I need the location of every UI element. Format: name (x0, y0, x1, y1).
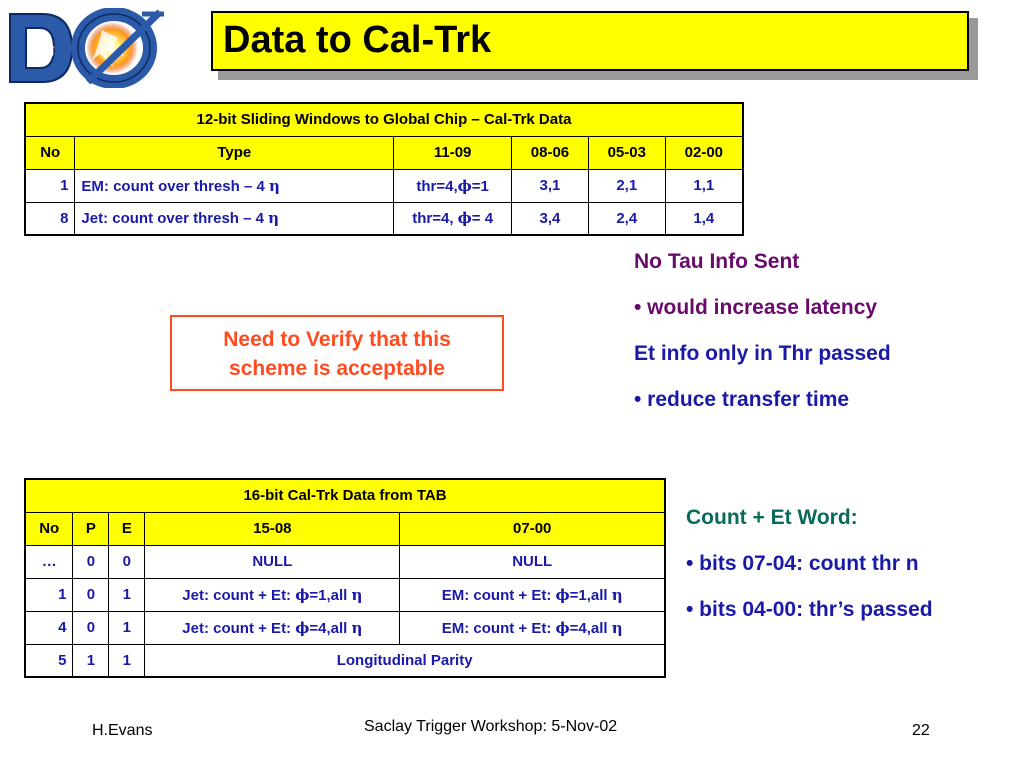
note-count-et-word: Count + Et Word: (686, 506, 858, 529)
column-header: 15-08 (145, 512, 400, 545)
row-threshold (394, 202, 512, 235)
phi-symbol: ϕ (457, 209, 472, 228)
cell-text: =4,all (569, 619, 612, 637)
eta-symbol: η (611, 585, 623, 604)
verify-note-line: scheme is acceptable (229, 357, 445, 380)
cell-p: 0 (73, 545, 109, 578)
row-threshold (394, 169, 512, 202)
thr-value: =1 (471, 177, 489, 195)
eta-symbol: η (351, 585, 363, 604)
table-row (25, 644, 665, 677)
note-et-info: Et info only in Thr passed (634, 342, 891, 365)
cell-p: 0 (73, 611, 109, 644)
column-header: 11-09 (394, 136, 512, 169)
thr-text: thr=4, (416, 177, 458, 195)
table-header-row (25, 512, 665, 545)
column-header: No (25, 136, 75, 169)
column-header: 02-00 (665, 136, 743, 169)
table-row (25, 611, 665, 644)
cell-text: EM: count + Et: (441, 586, 556, 604)
phi-symbol: ϕ (295, 585, 310, 604)
type-text: Jet: count over thresh – 4 (81, 210, 269, 228)
cell-text: Jet: count + Et: (182, 619, 296, 637)
cell-lo (400, 611, 665, 644)
cal-trk-tab-table (24, 478, 666, 678)
column-header: 07-00 (400, 512, 665, 545)
eta-symbol: η (268, 176, 280, 195)
phi-symbol: ϕ (555, 585, 570, 604)
cell-e: 1 (109, 578, 145, 611)
row-number: 8 (25, 202, 75, 235)
column-header: E (109, 512, 145, 545)
verify-note-line: Need to Verify that this (223, 328, 451, 351)
thr-value: = 4 (471, 210, 494, 228)
d0-logo (6, 8, 168, 88)
table-row (25, 578, 665, 611)
phi-symbol: ϕ (457, 176, 472, 195)
table-row (25, 545, 665, 578)
svg-text:g: g (46, 42, 55, 58)
table-header-row (25, 136, 743, 169)
table-caption: 12-bit Sliding Windows to Global Chip – Cal-Trk Data (25, 103, 743, 136)
column-header: No (25, 512, 73, 545)
row-type (75, 169, 394, 202)
row-number: 1 (25, 578, 73, 611)
column-header: P (73, 512, 109, 545)
cell-value: 3,4 (512, 202, 589, 235)
cell-value: 1,1 (665, 169, 743, 202)
note-transfer: • reduce transfer time (634, 388, 850, 411)
cell-value: 3,1 (512, 169, 589, 202)
cell-text: =4,all (309, 619, 352, 637)
column-header: 05-03 (588, 136, 665, 169)
footer-author: H.Evans (92, 722, 153, 739)
eta-symbol: η (268, 209, 280, 228)
phi-symbol: ϕ (555, 618, 570, 637)
footer-event: Saclay Trigger Workshop: 5-Nov-02 (364, 718, 618, 735)
cell-text: Jet: count + Et: (182, 586, 296, 604)
table-row (25, 202, 743, 235)
cell-text: =1,all (569, 586, 612, 604)
note-no-tau: No Tau Info Sent (634, 250, 800, 273)
table-caption-row (25, 103, 743, 136)
row-number: 4 (25, 611, 73, 644)
phi-symbol: ϕ (295, 618, 310, 637)
row-number: 5 (25, 644, 73, 677)
row-number: 1 (25, 169, 75, 202)
footer-page-number: 22 (912, 722, 930, 739)
cell-hi: NULL (145, 545, 400, 578)
cell-e: 0 (109, 545, 145, 578)
eta-symbol: η (611, 618, 623, 637)
cell-e: 1 (109, 611, 145, 644)
thr-text: thr=4, (412, 210, 458, 228)
cell-value: 1,4 (665, 202, 743, 235)
title-box (211, 11, 969, 71)
column-header: Type (75, 136, 394, 169)
cell-hi (145, 611, 400, 644)
type-text: EM: count over thresh – 4 (81, 177, 269, 195)
table-row (25, 169, 743, 202)
note-latency: • would increase latency (634, 296, 878, 319)
cell-lo (400, 578, 665, 611)
cell-p: 1 (73, 644, 109, 677)
verify-note-box (170, 315, 504, 391)
eta-symbol: η (351, 618, 363, 637)
cell-e: 1 (109, 644, 145, 677)
note-bits-thr: • bits 04-00: thr’s passed (686, 598, 933, 621)
cell-text: =1,all (309, 586, 352, 604)
note-bits-count: • bits 07-04: count thr n (686, 552, 919, 575)
cell-p: 0 (73, 578, 109, 611)
cell-value: 2,4 (588, 202, 665, 235)
table-caption: 16-bit Cal-Trk Data from TAB (25, 479, 665, 512)
row-type (75, 202, 394, 235)
table-caption-row (25, 479, 665, 512)
cell-lo: NULL (400, 545, 665, 578)
row-number: … (25, 545, 73, 578)
slide-title: Data to Cal-Trk (223, 19, 492, 61)
column-header: 08-06 (512, 136, 589, 169)
cell-hi (145, 578, 400, 611)
cell-parity: Longitudinal Parity (145, 644, 665, 677)
cell-text: EM: count + Et: (441, 619, 556, 637)
sliding-windows-table (24, 102, 744, 236)
cell-value: 2,1 (588, 169, 665, 202)
